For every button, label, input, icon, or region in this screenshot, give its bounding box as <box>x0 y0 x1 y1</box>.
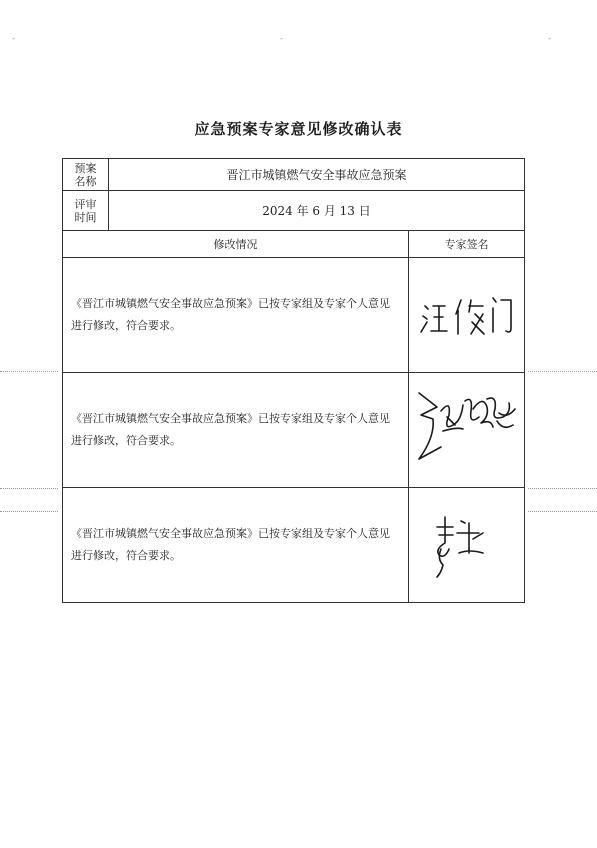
review-label-line1: 评审 <box>74 197 97 211</box>
expert-row <box>63 373 525 488</box>
plan-name-label <box>63 159 109 191</box>
expert-signature <box>409 488 525 603</box>
plan-label-line1: 预案 <box>74 161 97 175</box>
plan-name-row <box>63 159 525 191</box>
header-row <box>63 231 525 258</box>
document-title: 应急预案专家意见修改确认表 <box>194 120 403 138</box>
perforation-line <box>528 511 597 512</box>
perforation-line <box>0 511 58 512</box>
expert-row <box>63 258 525 373</box>
perforation-line <box>528 371 597 372</box>
revision-comment: 《晋江市城镇燃气安全事故应急预案》已按专家组及专家个人意见进行修改，符合要求。 <box>63 258 409 373</box>
signature-header: 专家签名 <box>409 231 525 258</box>
plan-name-value: 晋江市城镇燃气安全事故应急预案 <box>109 159 525 191</box>
review-time-value: 2024 年 6 月 13 日 <box>109 191 525 231</box>
handwritten-signature-3 <box>427 509 507 579</box>
scan-mark: - <box>280 34 283 43</box>
changes-header: 修改情况 <box>63 231 409 258</box>
expert-row <box>63 488 525 603</box>
expert-signature <box>409 258 525 373</box>
review-label-line2: 时间 <box>74 210 97 224</box>
expert-signature <box>409 373 525 488</box>
perforation-line <box>528 488 597 489</box>
scan-mark: - <box>548 34 551 43</box>
revision-comment: 《晋江市城镇燃气安全事故应急预案》已按专家组及专家个人意见进行修改，符合要求。 <box>63 373 409 488</box>
handwritten-signature-1 <box>417 284 517 344</box>
revision-comment: 《晋江市城镇燃气安全事故应急预案》已按专家组及专家个人意见进行修改，符合要求。 <box>63 488 409 603</box>
review-time-row <box>63 191 525 231</box>
perforation-line <box>0 488 58 489</box>
handwritten-signature-2 <box>413 387 521 471</box>
confirmation-form-table <box>62 158 525 603</box>
plan-label-line2: 名称 <box>74 174 97 188</box>
review-time-label <box>63 191 109 231</box>
perforation-line <box>0 371 58 372</box>
scan-mark: - <box>12 34 15 43</box>
